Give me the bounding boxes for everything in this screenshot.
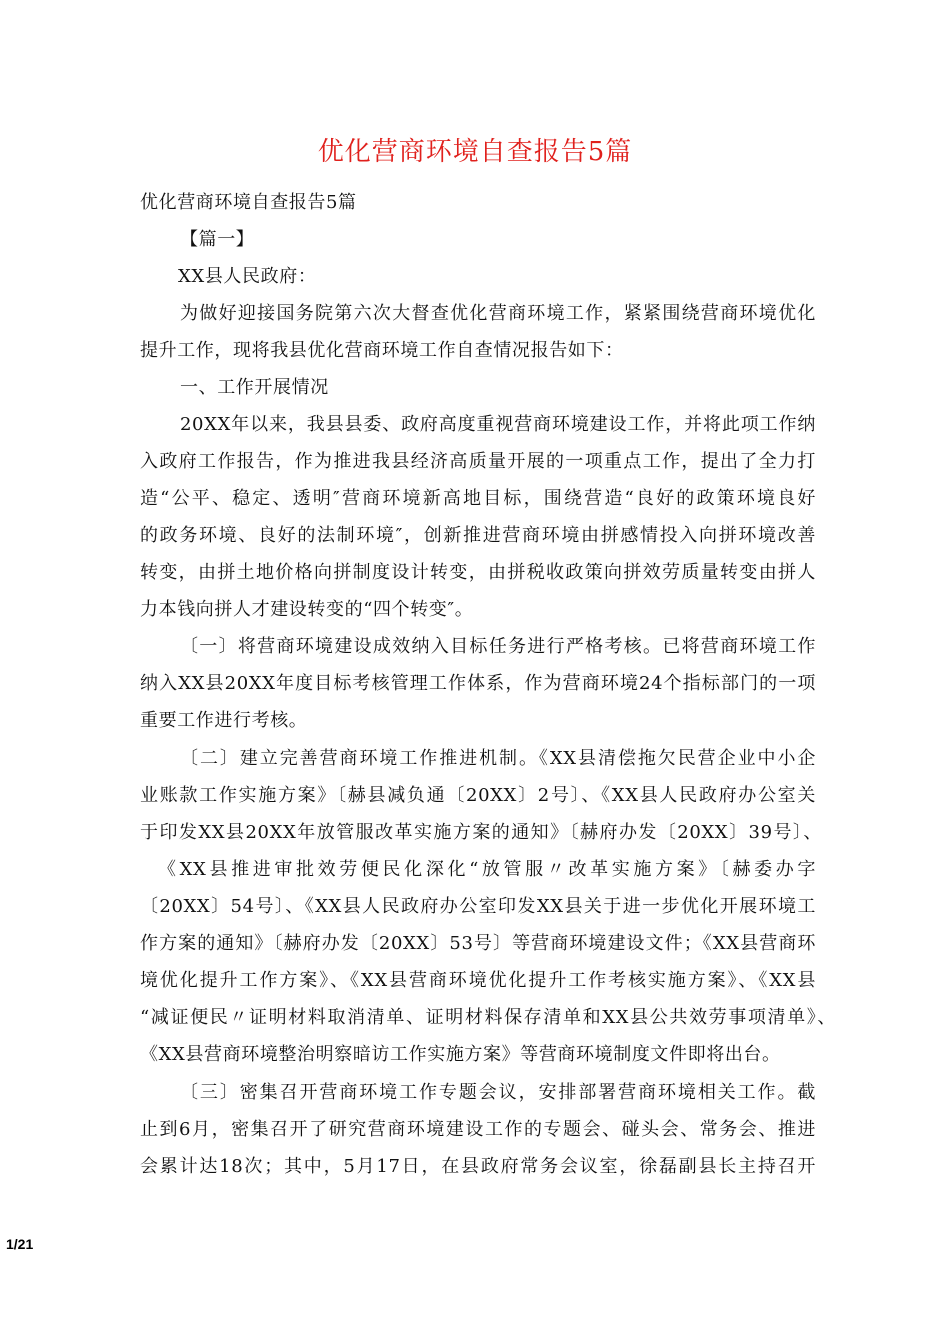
paragraph-line: 〔一〕将营商环境建设成效纳入目标任务进行严格考核。已将营商环境工作 <box>180 636 816 657</box>
paragraph-line: “减证便民〃证明材料取消清单、证明材料保存清单和XX县公共效劳事项清单》、 <box>140 1007 836 1028</box>
paragraph-line: 业账款工作实施方案》〔赫县减负通〔20XX〕2号〕、《XX县人民政府办公室关 <box>140 785 816 806</box>
page-number: 1/21 <box>6 1236 34 1252</box>
paragraph-line: 为做好迎接国务院第六次大督查优化营商环境工作，紧紧围绕营商环境优化 <box>180 303 816 324</box>
paragraph-line: 重要工作进行考核。 <box>140 710 308 731</box>
paragraph-line: 《XX县营商环境整治明察暗访工作实施方案》等营商环境制度文件即将出台。 <box>140 1044 781 1065</box>
paragraph-line: 〔三〕密集召开营商环境工作专题会议，安排部署营商环境相关工作。截 <box>180 1082 816 1103</box>
paragraph-line: 〔二〕建立完善营商环境工作推进机制。《XX县清偿拖欠民营企业中小企 <box>180 748 816 769</box>
paragraph-line: 境优化提升工作方案》、《XX县营商环境优化提升工作考核实施方案》、《XX县 <box>140 970 816 991</box>
paragraph-line: 会累计达18次；其中，5月17日，在县政府常务会议室，徐磊副县长主持召开 <box>140 1156 816 1177</box>
paragraph-line: 入政府工作报告，作为推进我县经济高质量开展的一项重点工作，提出了全力打 <box>140 451 816 472</box>
paragraph-line: 《XX县推进审批效劳便民化深化“放管服〃改革实施方案》〔赫委办字 <box>158 859 816 880</box>
paragraph-line: 于印发XX县20XX年放管服改革实施方案的通知》〔赫府办发〔20XX〕39号〕、 <box>140 822 822 843</box>
subtitle-line: 优化营商环境自查报告5篇 <box>140 192 357 213</box>
paragraph-line: 造“公平、稳定、透明″营商环境新高地目标，围绕营造“良好的政策环境良好 <box>140 488 816 509</box>
subsection-heading: 一、工作开展情况 <box>180 377 329 398</box>
paragraph-line: 力本钱向拼人才建设转变的“四个转变″。 <box>140 599 474 620</box>
section-heading: 【篇一】 <box>180 229 255 250</box>
paragraph-line: 作方案的通知》〔赫府办发〔20XX〕53号〕等营商环境建设文件；《XX县营商环 <box>140 933 816 954</box>
paragraph-line: 纳入XX县20XX年度目标考核管理工作体系，作为营商环境24个指标部门的一项 <box>140 673 816 694</box>
paragraph-line: 的政务环境、良好的法制环境″，创新推进营商环境由拼感情投入向拼环境改善 <box>140 525 816 546</box>
paragraph-line: 转变，由拼土地价格向拼制度设计转变，由拼税收政策向拼效劳质量转变由拼人 <box>140 562 816 583</box>
paragraph-line: 提升工作，现将我县优化营商环境工作自查情况报告如下： <box>140 340 624 361</box>
salutation: XX县人民政府： <box>178 266 317 287</box>
paragraph-line: 20XX年以来，我县县委、政府高度重视营商环境建设工作，并将此项工作纳 <box>180 414 816 435</box>
paragraph-line: 止到6月，密集召开了研究营商环境建设工作的专题会、碰头会、常务会、推进 <box>140 1119 816 1140</box>
document-title: 优化营商环境自查报告5篇 <box>317 137 633 167</box>
paragraph-line: 〔20XX〕54号〕、《XX县人民政府办公室印发XX县关于进一步优化开展环境工 <box>140 896 816 917</box>
